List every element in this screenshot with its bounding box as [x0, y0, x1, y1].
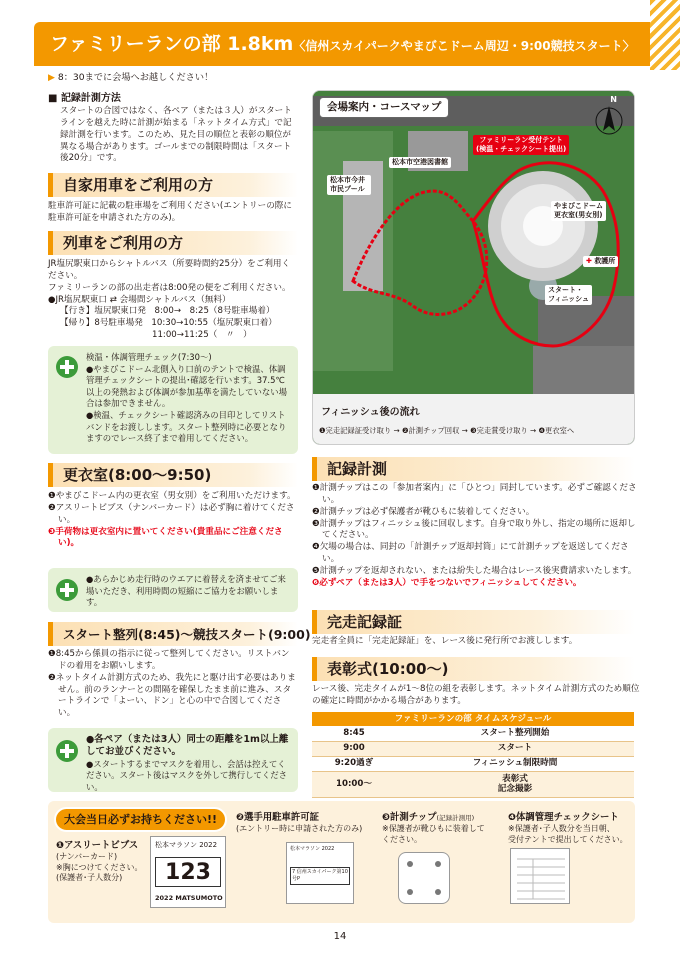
schedule-title: ファミリーランの部 タイムスケジュール [312, 712, 634, 726]
timing-section [48, 92, 298, 165]
bring-chip: ❸計測チップ(記録計測用) ※保護者が靴ひもに装着して ください。 [382, 812, 485, 844]
train-heading: 列車をご利用の方 [48, 231, 298, 255]
table-row: 10:00～ 表彰式 記念撮影 [312, 771, 634, 797]
start-note: ●各ペア（または3人）同士の距離を1m以上離してお並びください。 ●スタートするまでマスクを着用し、会話は控えてください。スタート後はマスクを外して携行してください。 [48, 728, 298, 792]
record-item-1: ❶計測チップはこの「参加者案内」に「ひとつ」同封しています。必ずご確認ください。 [312, 483, 637, 505]
north-label: N [610, 95, 617, 104]
car-heading: 自家用車をご利用の方 [48, 173, 298, 197]
locker-item-1: ❶やまびこドーム内の更衣室（男女別）をご利用いただけます。 [48, 491, 296, 501]
certificate-heading: 完走記録証 [312, 610, 635, 634]
bring-title: 大会当日必ずお持ちください!! [54, 807, 227, 832]
course-map [312, 90, 635, 445]
bus-going: 【行き】塩尻駅東口発 8:00→ 8:25（8号駐車場着） [60, 306, 275, 317]
bus-title: ●JR塩尻駅東口 ⇄ 会場間シャトルバス（無料） [48, 294, 231, 305]
bus-return1: 【帰り】8号駐車場発 10:30→10:55（塩尻駅東口着） [60, 318, 277, 329]
map-title: 会場案内・コースマップ [319, 97, 449, 118]
record-list [312, 483, 640, 590]
library-label: 松本市空港図書館 [389, 157, 451, 168]
start-item-1: ❶8:45から係員の指示に従って整列してください。リストバンドの着用をお願いします。 [48, 649, 290, 671]
bib-illustration: 松本マラソン 2022 123 2022 MATSUMOTO [150, 836, 226, 908]
health-title: 検温・体調管理チェック(7:30～) [86, 352, 212, 362]
locker-note: ●あらかじめ走行時のウエアに着替えを済ませてご来場いただき、利用時間の短縮にご協力をお願いします。 [48, 568, 298, 612]
locker-heading: 更衣室(8:00～9:50) [48, 463, 298, 487]
train-line2: ファミリーランの部の出走者は8:00発の便をご利用ください。 [48, 282, 291, 293]
cross-icon [56, 356, 78, 378]
locker-item-2: ❷アスリートビブス（ナンバーカード）は必ず胸に着けてください。 [48, 502, 295, 525]
flow-title: フィニッシュ後の流れ [321, 407, 420, 418]
flow-steps: ❶完走記録証受け取り → ❷計測チップ回収 → ❸完走賞受け取り → ❹更衣室へ [319, 426, 575, 435]
train-section [48, 259, 298, 342]
train-line1: JR塩尻駅東口からシャトルバス（所要時間約25分）をご利用ください。 [48, 259, 291, 281]
arrival-notice: ▶ 8：30までに会場へお越しください！ [48, 72, 214, 83]
bring-permit: ❷選手用駐車許可証 (エントリー時に申請された方のみ) [236, 812, 363, 834]
table-row: 8:45 スタート整列開始 [312, 726, 634, 741]
bring-sheet: ❹体調管理チェックシート ※保護者･子人数分を当日朝、 受付テントで提出してください。 [508, 812, 628, 844]
health-item-2: ●検温、チェックシート確認済みの目印としてリストバンドをお渡しします。スタート整列時に必要となりますのでレース終了まで着用してください。 [86, 409, 287, 444]
table-row: 9:00 スタート [312, 741, 634, 756]
pool-label: 松本市今井市民プール [327, 175, 371, 195]
start-finish-label: スタート・ フィニッシュ [545, 285, 592, 305]
award-heading: 表彰式(10:00～) [312, 657, 635, 681]
start-list [48, 649, 298, 720]
timing-heading: 記録計測方法 [60, 93, 121, 104]
health-note [48, 346, 298, 454]
car-body: 駐車許可証に記載の駐車場をご利用ください(エントリーの際に駐車許可証を申請された方のみ)。 [48, 201, 292, 223]
locker-list [48, 491, 298, 550]
aid-cross-icon: ✚ [586, 257, 592, 265]
record-heading: 記録計測 [312, 457, 635, 481]
bus-return2: 11:00→11:25（ 〃 ） [152, 330, 252, 341]
bring-bibs: ❶アスリートビブス (ナンバーカード) ※胸につけてください。 (保護者･子人数分) [56, 840, 143, 882]
record-item-4: ❹欠場の場合は、同封の「計測チップ返却封筒」にて計測チップを返送してください。 [312, 542, 629, 565]
cross-icon [56, 579, 78, 601]
chip-illustration [398, 852, 450, 904]
start-item-2: ❷ネットタイム計測方式のため、我先にと駆け出す必要はありません。前のランナーとの間隔を確保したまま前に進み、スタートラインで「よーい、ドン」と心の中で合図してください。 [48, 672, 296, 719]
page-number: 14 [333, 931, 347, 942]
timing-body: スタートの合図ではなく、各ペア（または３人）がスタートラインを越えた時に計測が始まる「ネットタイム方式」で記録計測を行います。このため、見た目の順位と表彰の順位が異なる場合があります。ゴールまでの制限時間は「スタート後20分」です。 [60, 106, 292, 164]
locker-warning: ❸手荷物は更衣室内に置いてください(貴重品にご注意ください)。 [48, 526, 283, 549]
stripe-decoration [650, 0, 680, 70]
page-title: ファミリーランの部 1.8km〈信州スカイパークやまびこドーム周辺・9:00競技スタート〉 [50, 33, 635, 55]
form-icon [511, 849, 571, 905]
record-warning: ❻必ずペア（または3人）で手をつないでフィニッシュしてください。 [312, 577, 582, 588]
triangle-icon: ▶ [48, 73, 55, 83]
schedule-table [312, 712, 634, 798]
start-heading: スタート整列(8:45)～競技スタート(9:00) [48, 622, 298, 646]
permit-illustration: 松本マラソン 2022 7 信州スカイパーク第10号P [286, 842, 354, 904]
award-body: レース後、完走タイムが1～8位の組を表彰します。ネットタイム計測方式のため順位の確定に時間がかかる場合があります。 [312, 684, 640, 706]
record-item-2: ❷計測チップは必ず保護者が靴ひもに装着してください。 [312, 506, 535, 517]
record-item-5: ❺計測チップを返却されない、または紛失した場合はレース後実費請求いたします。 [312, 566, 637, 577]
page-subtitle: 〈信州スカイパークやまびこドーム周辺・9:00競技スタート〉 [293, 39, 635, 53]
bib-number: 123 [155, 857, 221, 887]
square-icon: ■ [48, 93, 58, 104]
aid-label: ✚ 救護所 [583, 256, 618, 267]
finish-flow [313, 394, 634, 444]
tent-label: ファミリーラン受付テント (検温・チェックシート提出) [473, 135, 569, 155]
record-item-3: ❸計測チップはフィニッシュ後に回収します。自身で取り外し、指定の場所に返却してください。 [312, 518, 636, 541]
page-header [34, 22, 660, 66]
cross-icon [56, 740, 78, 762]
table-row: 9:20過ぎ フィニッシュ制限時間 [312, 756, 634, 771]
health-item-1: ●やまびこドーム北側入り口前のテントで検温、体調管理チェックシートの提出･確認を行います。37.5℃以上の発熱および体調が参加基準を満たしていない場合は参加できません。 [86, 363, 287, 409]
sheet-illustration [510, 848, 570, 904]
certificate-body: 完走者全員に「完走記録証」を、レース後に発行所でお渡しします。 [312, 636, 578, 646]
dome-label: やまびこドーム 更衣室(男女別) [551, 201, 606, 221]
